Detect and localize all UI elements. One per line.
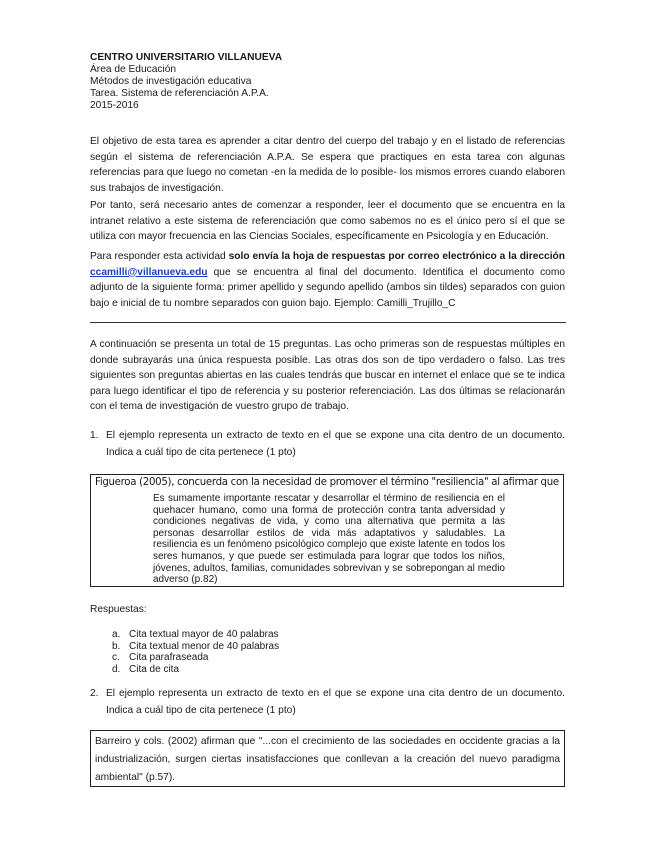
submission-rest: que se encuentra al final del documento. Identifica el documento como adjunto de la siguiente forma: primer apellido y segundo apellido (ambos sin tildes) separados con guion bajo e inicial de tu nombre separados con guion bajo. Ejemplo: Camilli_Trujillo_C [90,266,565,309]
option-letter: d. [112,663,121,675]
option-text: Cita textual menor de 40 palabras [129,640,280,652]
option-text: Cita textual mayor de 40 palabras [129,629,279,640]
answers-label: Respuestas: [90,604,147,615]
answer-option-b[interactable] [112,641,279,653]
question-1-text: El ejemplo representa un extracto de texto en el que se expone una cita dentro de un documento. Indica a cuál tipo de cita pertenece (1 pto) [106,430,565,458]
institution-name: CENTRO UNIVERSITARIO VILLANUEVA [90,52,283,63]
option-text: Cita de cita [129,663,180,675]
section-divider [90,322,566,323]
task-title: Tarea. Sistema de referenciación A.P.A. [90,88,269,99]
answer-options [112,629,279,675]
document-header [90,52,282,112]
email-link[interactable]: ccamilli@villanueva.edu [90,266,208,278]
overview-paragraph: A continuación se presenta un total de 15 preguntas. Las ocho primeras son de respuestas múltiples en donde subrayarás una única respuesta posible. Las otras dos son de tipo verdadero o falso. Las tres siguientes son preguntas abiertas en las cuales tendrás que buscar en internet el enlace que se te indica para luego identificar el tipo de referencia y su posterior referenciación. Las dos últimas se relacionarán con el tema de investigación de vuestro grupo de trabajo. [90,339,565,413]
answer-option-c[interactable] [112,652,279,664]
area-name: Área de Educación [90,64,177,75]
academic-year: 2015-2016 [90,100,139,111]
question-1-number: 1. [90,430,99,441]
citation-quote: Es sumamente importante rescatar y desarrollar el término de resiliencia en el quehacer humano, como una forma de protección contra tanta adversidad y condiciones negativas de vida, y como una alternativa que permita a las personas desarrollar estilos de vida más adaptativos y saludables. La resiliencia es un fenómeno psicológico complejo que existe latente en todos los seres humanos, y que puede ser estimulada para lograr que todos los niños, jóvenes, adultos, familias, comunidades sobrevivan y se sobrepongan al medio adverso (p.82) [153,493,505,586]
option-letter: a. [112,629,121,640]
submission-bold: solo envía la hoja de respuestas por correo electrónico a la dirección [228,251,565,262]
citation-intro: Figueroa (2005), concuerda con la necesidad de promover el término "resiliencia" al afirmar que [95,477,559,488]
option-letter: b. [112,640,121,652]
question-2-text: El ejemplo representa un extracto de texto en el que se expone una cita dentro de un documento. Indica a cuál tipo de cita pertenece (1 pto) [106,688,565,716]
question-2 [90,685,565,719]
question-1 [90,427,565,461]
submission-lead: Para responder esta actividad [90,251,229,262]
instructions-paragraph: Por tanto, será necesario antes de comenzar a responder, leer el documento que se encuentra en la intranet relativo a este sistema de referenciación que como sabemos no es el único pero sí el que se utiliza con mayor frecuencia en las Ciencias Sociales, específicamente en Psicología y en Educación. [90,200,565,243]
answer-option-a[interactable] [112,629,279,641]
option-text: Cita parafraseada [129,652,209,663]
answer-option-d[interactable] [112,664,279,676]
question-2-number: 2. [90,688,99,699]
course-name: Métodos de investigación educativa [90,76,252,87]
question-1-citation-box [90,474,564,587]
submission-paragraph [90,249,565,311]
objective-paragraph: El objetivo de esta tarea es aprender a citar dentro del cuerpo del trabajo y en el listado de referencias según el sistema de referenciación A.P.A. Se espera que practiques en esta tarea con algunas referencias para que luego no cometan -en la medida de lo posible- los mismos errores cuando elaboren sus trabajos de investigación. [90,136,565,194]
option-letter: c. [112,652,120,663]
question-2-citation-box: Barreiro y cols. (2002) afirman que "...con el crecimiento de las sociedades en occidente gracias a la industrialización, surgen ciertas insatisfacciones que conllevan a la creación del nuevo paradigma ambiental" (p.57). [90,730,565,787]
